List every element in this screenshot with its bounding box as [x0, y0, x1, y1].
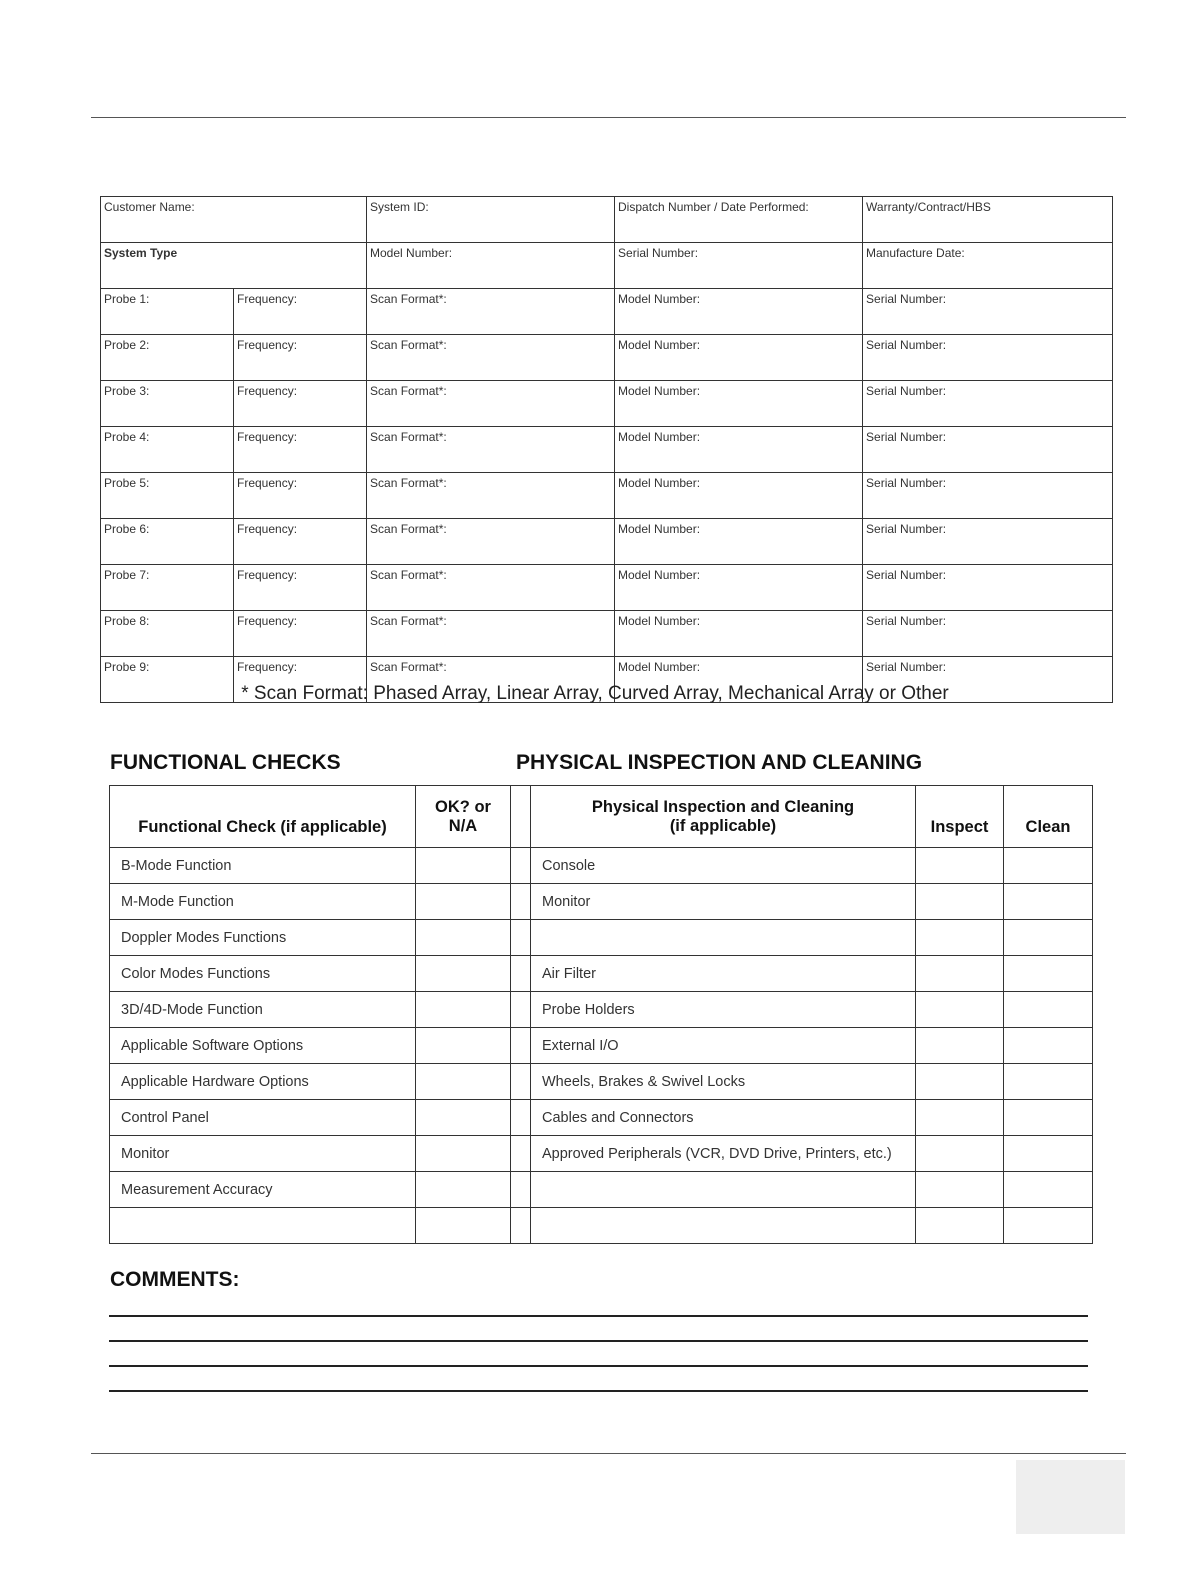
physical-inspection-item: Air Filter	[531, 956, 916, 992]
probe-scan-format-field[interactable]: Scan Format*:	[367, 473, 615, 519]
probe-serial-field[interactable]: Serial Number:	[863, 335, 1113, 381]
functional-check-item	[110, 1208, 416, 1244]
column-gap	[511, 1172, 531, 1208]
scan-format-note: * Scan Format: Phased Array, Linear Array, Curved Array, Mechanical Array or Other	[241, 683, 949, 704]
inspect-cell[interactable]	[916, 1136, 1004, 1172]
probe-serial-field[interactable]: Serial Number:	[863, 657, 1113, 703]
column-gap	[511, 848, 531, 884]
probe-scan-format-field[interactable]: Scan Format*:	[367, 427, 615, 473]
probe-frequency-field[interactable]: Frequency:	[234, 427, 367, 473]
info-row-customer	[101, 197, 1113, 243]
probe-scan-format-field[interactable]: Scan Format*:	[367, 519, 615, 565]
inspect-cell[interactable]	[916, 1208, 1004, 1244]
physical-inspection-item	[531, 920, 916, 956]
probe-serial-field[interactable]: Serial Number:	[863, 427, 1113, 473]
probe-frequency-field[interactable]: Frequency:	[234, 565, 367, 611]
probe-label-field[interactable]: Probe 6:	[101, 519, 234, 565]
column-gap	[511, 884, 531, 920]
comment-line[interactable]	[109, 1365, 1088, 1367]
probe-scan-format-field[interactable]: Scan Format*:	[367, 565, 615, 611]
probe-scan-format-field[interactable]: Scan Format*:	[367, 381, 615, 427]
comment-line[interactable]	[109, 1340, 1088, 1342]
comments-title: COMMENTS:	[110, 1268, 240, 1291]
clean-cell[interactable]	[1004, 1064, 1093, 1100]
functional-checks-title: FUNCTIONAL CHECKS	[110, 751, 341, 774]
ok-na-cell[interactable]	[416, 1100, 511, 1136]
functional-check-item: Applicable Software Options	[110, 1028, 416, 1064]
probe-frequency-field[interactable]: Frequency:	[234, 335, 367, 381]
probe-frequency-field[interactable]: Frequency:	[234, 473, 367, 519]
physical-inspection-item	[531, 1208, 916, 1244]
inspect-cell[interactable]	[916, 1172, 1004, 1208]
probe-row	[101, 611, 1113, 657]
checks-row	[110, 1172, 1093, 1208]
functional-check-item: Monitor	[110, 1136, 416, 1172]
ok-na-cell[interactable]	[416, 1064, 511, 1100]
checks-row	[110, 1208, 1093, 1244]
checks-row	[110, 956, 1093, 992]
probe-label-field[interactable]: Probe 9:	[101, 657, 234, 703]
checks-row	[110, 920, 1093, 956]
probe-model-field[interactable]: Model Number:	[615, 657, 863, 703]
checks-row	[110, 884, 1093, 920]
probe-label-field[interactable]: Probe 1:	[101, 289, 234, 335]
inspect-header-label: Inspect	[930, 818, 989, 836]
probe-scan-format-field[interactable]: Scan Format*:	[367, 335, 615, 381]
column-gap	[511, 992, 531, 1028]
ok-na-cell[interactable]	[416, 848, 511, 884]
system-type-field[interactable]: System Type	[101, 243, 367, 289]
probe-serial-field[interactable]: Serial Number:	[863, 611, 1113, 657]
checks-header-row	[110, 786, 1093, 848]
physical-inspection-item: Monitor	[531, 884, 916, 920]
ok-na-header	[416, 786, 511, 848]
column-gap	[511, 1208, 531, 1244]
clean-header-label: Clean	[1025, 818, 1071, 836]
functional-check-item: M-Mode Function	[110, 884, 416, 920]
probe-label-field[interactable]: Probe 4:	[101, 427, 234, 473]
physical-inspection-item: External I/O	[531, 1028, 916, 1064]
functional-check-item: 3D/4D-Mode Function	[110, 992, 416, 1028]
column-gap	[511, 1100, 531, 1136]
column-gap	[511, 1136, 531, 1172]
physical-inspection-item: Probe Holders	[531, 992, 916, 1028]
probe-model-field[interactable]: Model Number:	[615, 519, 863, 565]
probe-serial-field[interactable]: Serial Number:	[863, 565, 1113, 611]
comment-line[interactable]	[109, 1390, 1088, 1392]
probe-frequency-field[interactable]: Frequency:	[234, 381, 367, 427]
probe-frequency-field[interactable]: Frequency:	[234, 519, 367, 565]
clean-cell[interactable]	[1004, 1136, 1093, 1172]
physical-inspection-item: Approved Peripherals (VCR, DVD Drive, Printers, etc.)	[531, 1136, 916, 1172]
functional-check-item: Applicable Hardware Options	[110, 1064, 416, 1100]
header-rule	[91, 117, 1126, 118]
inspect-cell[interactable]	[916, 992, 1004, 1028]
inspect-header	[916, 786, 1004, 848]
probe-row	[101, 565, 1113, 611]
probe-row	[101, 519, 1113, 565]
system-serial-field[interactable]: Serial Number:	[615, 243, 863, 289]
probe-label-field[interactable]: Probe 5:	[101, 473, 234, 519]
checks-row	[110, 1028, 1093, 1064]
system-id-field[interactable]: System ID:	[367, 197, 615, 243]
clean-cell[interactable]	[1004, 1208, 1093, 1244]
probe-row	[101, 381, 1113, 427]
physical-inspection-item: Console	[531, 848, 916, 884]
probe-frequency-field[interactable]: Frequency:	[234, 289, 367, 335]
inspect-cell[interactable]	[916, 1028, 1004, 1064]
probe-model-field[interactable]: Model Number:	[615, 381, 863, 427]
probe-label-field[interactable]: Probe 8:	[101, 611, 234, 657]
functional-check-item: Doppler Modes Functions	[110, 920, 416, 956]
comment-line[interactable]	[109, 1315, 1088, 1317]
probe-row	[101, 335, 1113, 381]
clean-header	[1004, 786, 1093, 848]
clean-cell[interactable]	[1004, 1172, 1093, 1208]
physical-inspection-item	[531, 1172, 916, 1208]
column-gap	[511, 1064, 531, 1100]
physical-inspection-header-line2: (if applicable)	[669, 816, 777, 835]
clean-cell[interactable]	[1004, 920, 1093, 956]
customer-name-field[interactable]: Customer Name:	[101, 197, 367, 243]
clean-cell[interactable]	[1004, 956, 1093, 992]
physical-inspection-item: Cables and Connectors	[531, 1100, 916, 1136]
ok-na-header-line1: OK? or	[435, 797, 491, 816]
probe-frequency-field[interactable]: Frequency:	[234, 611, 367, 657]
functional-check-item: B-Mode Function	[110, 848, 416, 884]
checks-row	[110, 1136, 1093, 1172]
inspect-cell[interactable]	[916, 956, 1004, 992]
functional-check-item: Color Modes Functions	[110, 956, 416, 992]
inspect-cell[interactable]	[916, 920, 1004, 956]
checks-row	[110, 1064, 1093, 1100]
column-gap	[511, 920, 531, 956]
physical-inspection-header	[531, 786, 916, 848]
warranty-field[interactable]: Warranty/Contract/HBS	[863, 197, 1113, 243]
probe-serial-field[interactable]: Serial Number:	[863, 519, 1113, 565]
functional-check-item: Measurement Accuracy	[110, 1172, 416, 1208]
physical-inspection-title: PHYSICAL INSPECTION AND CLEANING	[516, 751, 923, 774]
probe-model-field[interactable]: Model Number:	[615, 289, 863, 335]
column-gap	[511, 786, 531, 848]
probe-serial-field[interactable]: Serial Number:	[863, 289, 1113, 335]
system-info-table	[100, 196, 1113, 703]
probe-row	[101, 473, 1113, 519]
info-row-system	[101, 243, 1113, 289]
probe-model-field[interactable]: Model Number:	[615, 427, 863, 473]
ok-na-cell[interactable]	[416, 1208, 511, 1244]
ok-na-cell[interactable]	[416, 1136, 511, 1172]
probe-scan-format-field[interactable]: Scan Format*:	[367, 657, 615, 703]
probe-serial-field[interactable]: Serial Number:	[863, 381, 1113, 427]
ok-na-cell[interactable]	[416, 884, 511, 920]
ok-na-cell[interactable]	[416, 992, 511, 1028]
functional-check-item: Control Panel	[110, 1100, 416, 1136]
probe-label-field[interactable]: Probe 2:	[101, 335, 234, 381]
system-model-field[interactable]: Model Number:	[367, 243, 615, 289]
checks-table	[109, 785, 1093, 1244]
checks-row	[110, 848, 1093, 884]
ok-na-cell[interactable]	[416, 920, 511, 956]
inspect-cell[interactable]	[916, 1100, 1004, 1136]
functional-check-header-label: Functional Check (if applicable)	[138, 818, 387, 836]
inspect-cell[interactable]	[916, 1064, 1004, 1100]
probe-label-field[interactable]: Probe 7:	[101, 565, 234, 611]
probe-frequency-field[interactable]: Frequency:	[234, 657, 367, 703]
functional-check-header	[110, 786, 416, 848]
clean-cell[interactable]	[1004, 884, 1093, 920]
column-gap	[511, 1028, 531, 1064]
ok-na-cell[interactable]	[416, 1028, 511, 1064]
footer-rule	[91, 1453, 1126, 1454]
page-number-tab	[1016, 1460, 1125, 1534]
probe-model-field[interactable]: Model Number:	[615, 611, 863, 657]
ok-na-header-line2: N/A	[448, 816, 478, 835]
probe-row	[101, 427, 1113, 473]
probe-label-field[interactable]: Probe 3:	[101, 381, 234, 427]
column-gap	[511, 956, 531, 992]
clean-cell[interactable]	[1004, 848, 1093, 884]
probe-row	[101, 289, 1113, 335]
checks-row	[110, 992, 1093, 1028]
physical-inspection-item: Wheels, Brakes & Swivel Locks	[531, 1064, 916, 1100]
inspect-cell[interactable]	[916, 848, 1004, 884]
clean-cell[interactable]	[1004, 1100, 1093, 1136]
probe-serial-field[interactable]: Serial Number:	[863, 473, 1113, 519]
inspect-cell[interactable]	[916, 884, 1004, 920]
probe-scan-format-field[interactable]: Scan Format*:	[367, 289, 615, 335]
probe-scan-format-field[interactable]: Scan Format*:	[367, 611, 615, 657]
probe-model-field[interactable]: Model Number:	[615, 473, 863, 519]
clean-cell[interactable]	[1004, 992, 1093, 1028]
probe-model-field[interactable]: Model Number:	[615, 335, 863, 381]
checks-row	[110, 1100, 1093, 1136]
dispatch-field[interactable]: Dispatch Number / Date Performed:	[615, 197, 863, 243]
physical-inspection-header-line1: Physical Inspection and Cleaning	[591, 797, 855, 816]
ok-na-cell[interactable]	[416, 956, 511, 992]
ok-na-cell[interactable]	[416, 1172, 511, 1208]
clean-cell[interactable]	[1004, 1028, 1093, 1064]
manufacture-date-field[interactable]: Manufacture Date:	[863, 243, 1113, 289]
probe-model-field[interactable]: Model Number:	[615, 565, 863, 611]
